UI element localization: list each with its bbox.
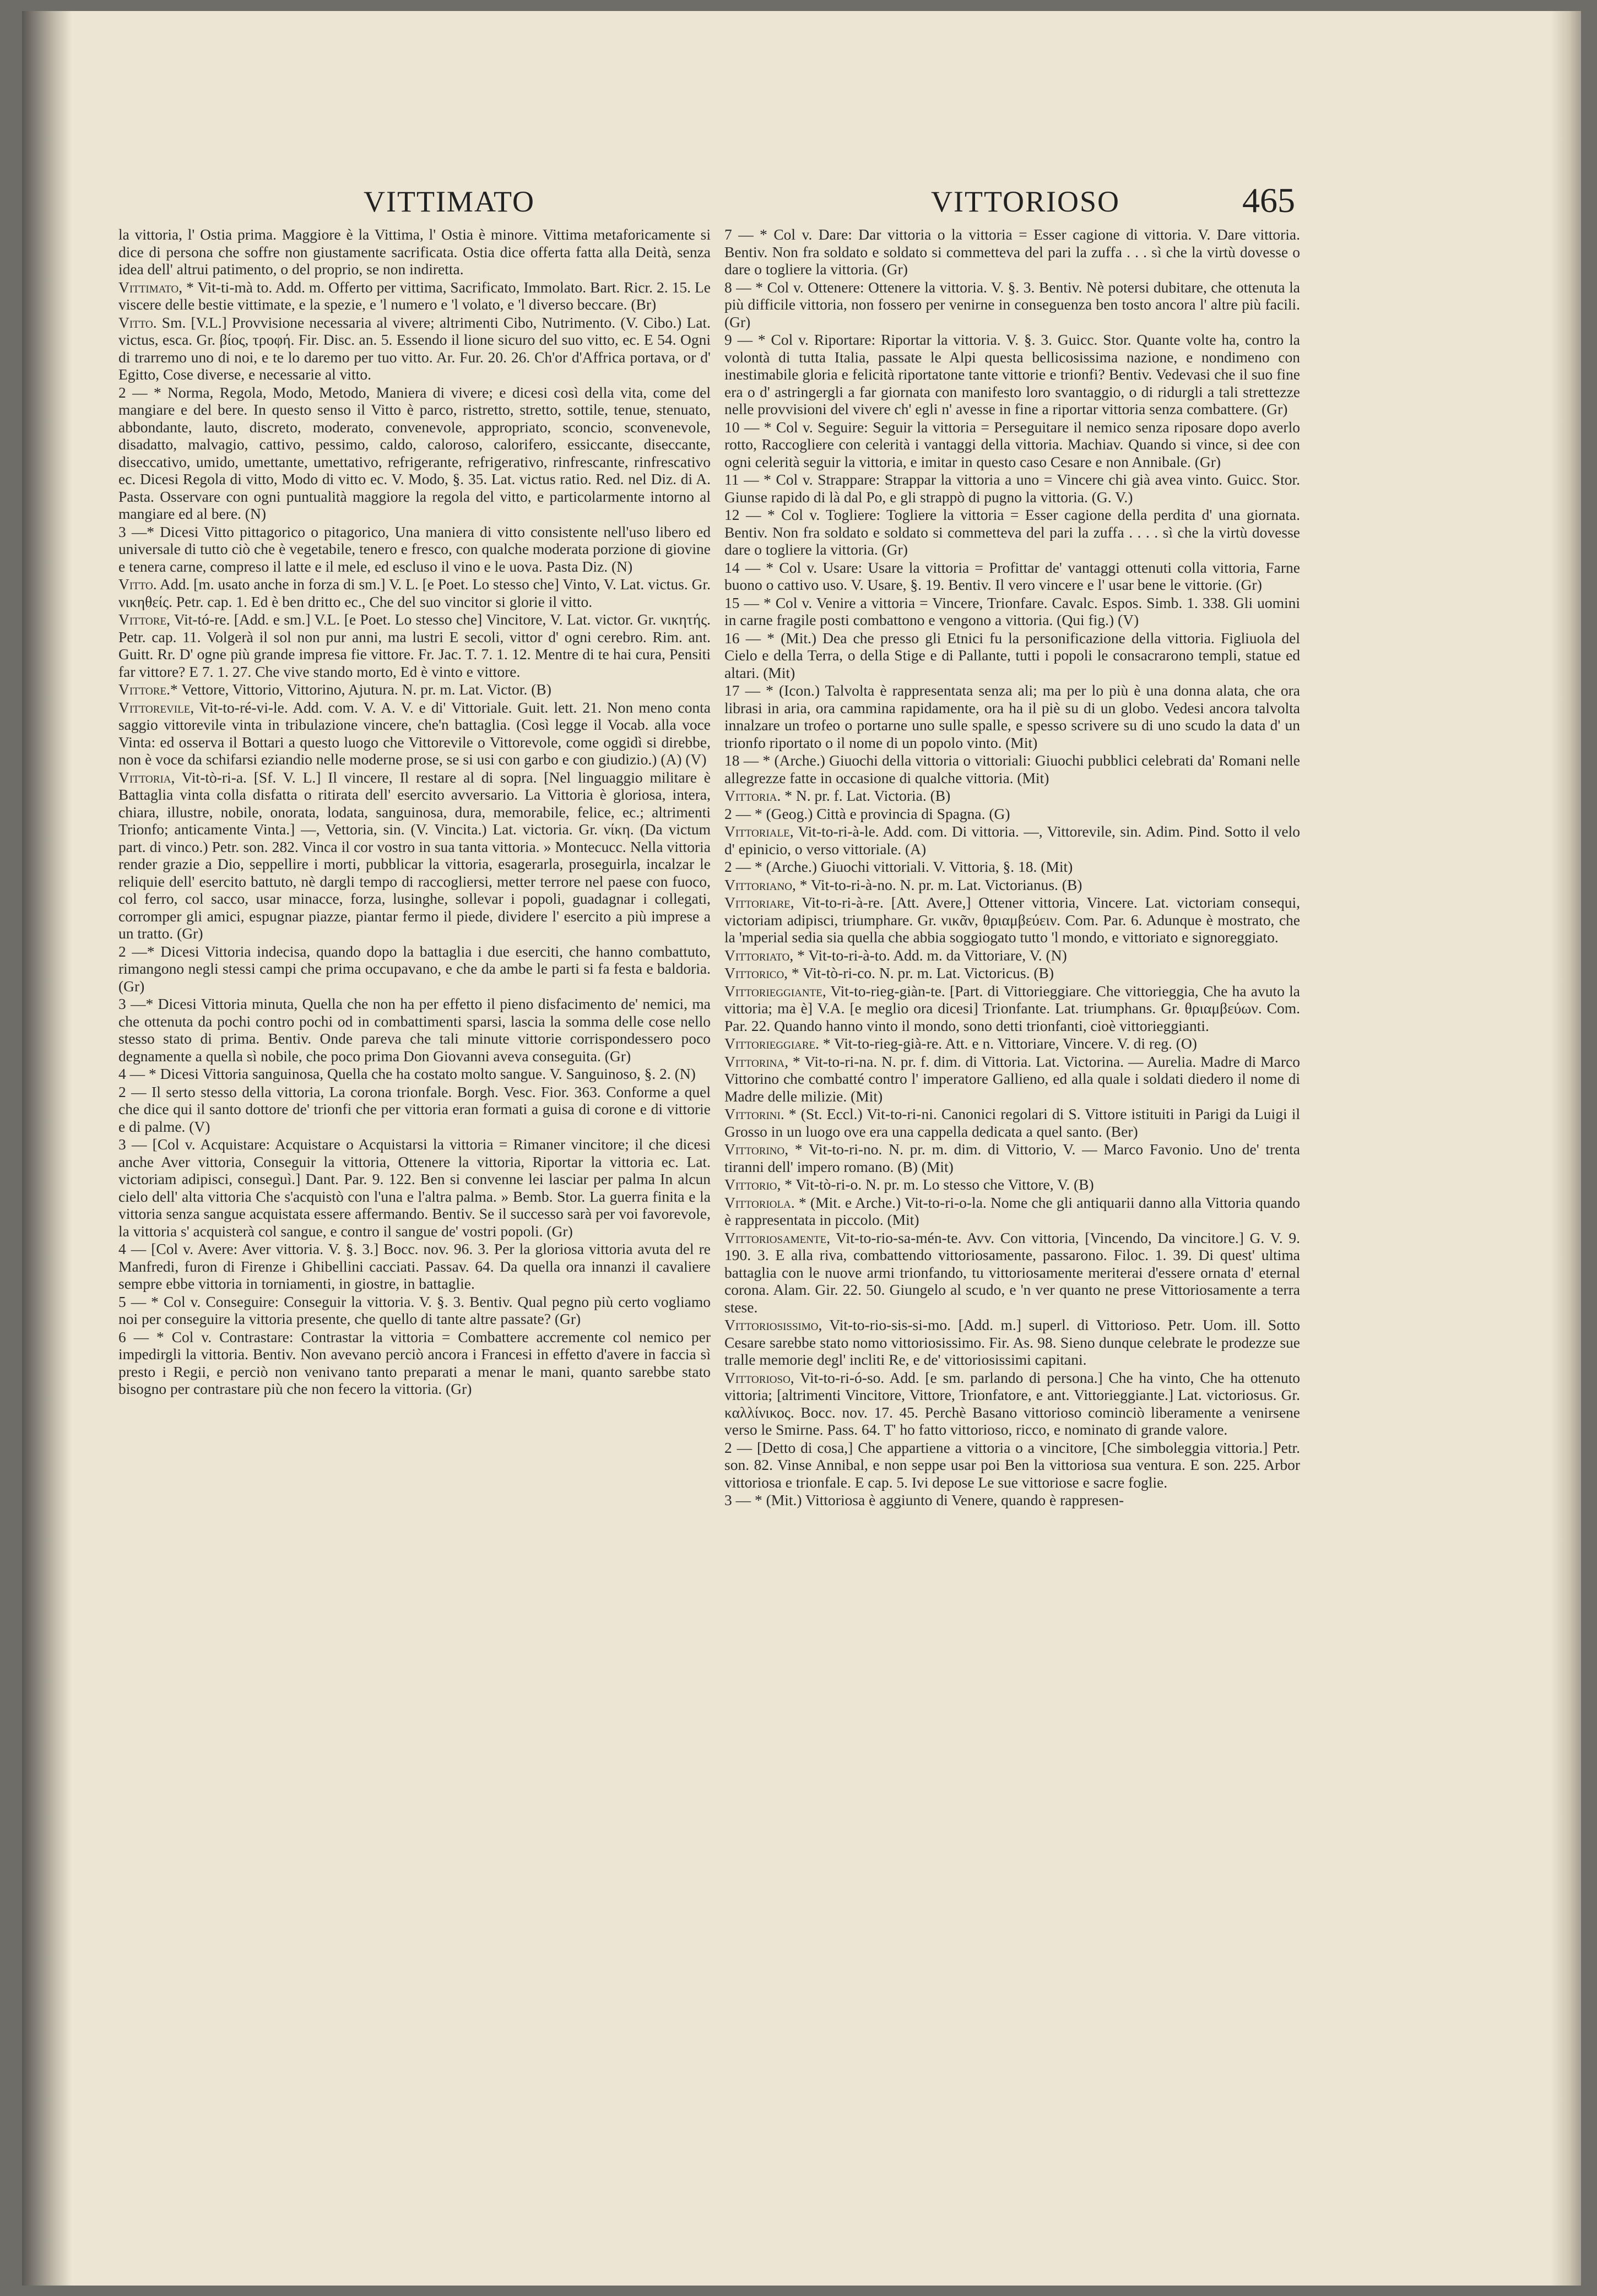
entry-text: 6 — * Col v. Contrastare: Contrastar la vittoria = Combattere accremente col nemico per impedirgli la vittoria. Bentiv. Non avevano perciò ancora i Francesi in effetto d'avere in faccia sì presto i Regii, e perciò non venivano tanto preparati a menar le mani, quanto sarebbe stato bisogno per contrastare più che non fecero la vittoria. (Gr) (118, 1328, 711, 1397)
entry-text: . * Vit-to-rieg-già-re. Att. e n. Vittoriare, Vincere. V. di reg. (O) (815, 1035, 1197, 1052)
dictionary-entry (118, 769, 711, 942)
entry-text: , * Vit-to-ri-no. N. pr. m. dim. di Vittorio, V. — Marco Favonio. Uno de' trenta tiranni dell' impero romano. (B) (Mit) (724, 1141, 1300, 1175)
entry-text: , * Vit-to-ri-à-no. N. pr. m. Lat. Victorianus. (B) (792, 876, 1082, 893)
entry-sense (118, 995, 711, 1065)
right-column (724, 226, 1300, 2264)
running-header (22, 181, 1581, 229)
entry-text: 8 — * Col v. Ottenere: Ottenere la vittoria. V. §. 3. Bentiv. Nè potersi dubitare, che ottenuta la più difficile vittoria, non fossero per venirne in conseguenza ben tosto ancora l' altre più facili. (Gr) (724, 278, 1300, 330)
dictionary-entry (724, 894, 1300, 946)
dictionary-entry (118, 681, 711, 698)
entry-text: , * Vit-to-ri-à-to. Add. m. da Vittoriare, V. (N) (789, 946, 1067, 964)
dictionary-entry (724, 1053, 1300, 1105)
headword: Vittorioso (724, 1369, 791, 1386)
dictionary-entry (118, 611, 711, 680)
entry-text: . Sm. [V.L.] Provvisione necessaria al vivere; altrimenti Cibo, Nutrimento. (V. Cibo.) Lat. victus, esca. Gr. βίος, τροφή. Fir. Disc. an. 5. Essendo il lione sicuro del suo vitto, ec. E 54. Ogni di trarremo uno di noi, e te lo daremo per tuo vitto. Ar. Fur. 20. 26. Ch'or d'Affrica portava, or d' Egitto, Cose diverse, e necessarie al vitto. (118, 313, 711, 383)
headword: Vittoriare (724, 894, 791, 911)
headword: Vittimato (118, 278, 179, 296)
entry-text: 10 — * Col v. Seguire: Seguir la vittoria = Perseguitare il nemico senza riposare dopo averlo rotto, Raccogliere con celerità i vantaggi della vittoria. Machiav. Quando si vince, si dee con ogni celerità seguir la vittoria, e imitar in questo caso Cesare e non Annibale. (Gr) (724, 418, 1300, 470)
entry-text: , * Vit-to-ri-na. N. pr. f. dim. di Vittoria. Lat. Victorina. — Aurelia. Madre di Marco Vittorino che combatté contro l' imperatore Gallieno, ed alla quale i soldati diedero il nome di Madre delle milizie. (Mit) (724, 1052, 1300, 1105)
headword: Vittorina (724, 1052, 785, 1070)
entry-text: , * Vit-tò-ri-o. N. pr. m. Lo stesso che Vittore, V. (B) (777, 1176, 1094, 1193)
dictionary-entry (724, 787, 1300, 805)
headword: Vittoriano (724, 876, 792, 893)
dictionary-entry (724, 1105, 1300, 1140)
entry-text: , * Vit-ti-mà to. Add. m. Offerto per vittima, Sacrificato, Immolato. Bart. Ricr. 2. 15. Le viscere delle bestie vittimate, e la spezie, e 'l numero e 'l volato, e 'l diverso beccare. (Br) (118, 278, 711, 313)
entry-text: 2 — [Detto di cosa,] Che appartiene a vittoria o a vincitore, [Che simboleggia vittoria.] Petr. son. 82. Vinse Annibal, e non seppe usar poi Ben la vittoriosa sua ventura. E son. 225. Arbor vittoriosa e trionfale. E cap. 5. Ivi depose Le sue vittoriose e sacre foglie. (724, 1439, 1300, 1491)
headword: Vittorio (724, 1176, 777, 1193)
entry-text: , Vit-to-ré-vi-le. Add. com. V. A. V. e di' Vittoriale. Guit. lett. 21. Non meno conta saggio vittorevile vinta in tribulazione vincere, che'n battaglia. (Così legge il Vocab. alla voce Vinta: ed osserva il Bottari a questo luogo che Vittorevile o Vittorevole, come oggidì si direbbe, non è voce da schifarsi eziandio nelle moderne prose, se si usi con garbo e con giudizio.) (A) (V) (118, 698, 711, 768)
headword: Vittore (118, 611, 167, 628)
dictionary-entry (724, 1229, 1300, 1316)
entry-text: , Vit-tó-re. [Add. e sm.] V.L. [e Poet. Lo stesso che] Vincitore, V. Lat. victor. Gr. νικητής. Petr. cap. 11. Volgerà il sol non pur anni, ma lustri E secoli, vittor d' ogni cerebro. Rim. ant. Guitt. Rr. D' ogne più grande impresa fie vittore. Fr. Jac. T. 7. 1. 12. Mentre di te hai cura, Pensiti far vittore? E 7. 1. 27. Che vive stando morto, Ed è vinto e vittore. (118, 611, 711, 680)
headword: Vittorico (724, 964, 784, 981)
entry-sense (724, 594, 1300, 629)
entry-text: 12 — * Col v. Togliere: Togliere la vittoria = Esser cagione della perdita d' una giornata. Bentiv. Non fra soldato e soldato si commetteva del pari la zuffa . . . . sì che la virtù dovesse dare o togliere la vittoria. (Gr) (724, 506, 1300, 558)
entry-text: , Vit-to-ri-à-re. [Att. Avere,] Ottener vittoria, Vincere. Lat. victoriam consequi, victoriam adipisci, triumphare. Gr. νικᾶν, θριαμβεύειν. Com. Par. 6. Adunque è mostrato, che la 'mperial sedia sia quella che abbia soggiogato tutto 'l mondo, e vittoriato e signoreggiato. (724, 894, 1300, 946)
entry-text: 4 — * Dicesi Vittoria sanguinosa, Quella che ha costato molto sangue. V. Sanguinoso, §. 2. (N) (118, 1065, 696, 1082)
entry-text: 15 — * Col v. Venire a vittoria = Vincere, Trionfare. Cavalc. Espos. Simb. 1. 338. Gli uomini in carne fragile posti combattono e vengono a vittoria. (Qui fig.) (V) (724, 594, 1300, 628)
entry-sense (724, 279, 1300, 331)
entry-text: , Vit-to-rio-sis-si-mo. [Add. m.] superl. di Vittorioso. Petr. Uom. ill. Sotto Cesare sarebbe stato nomo vittoriosissimo. Fir. As. 98. Sieno dunque celebrate le prodezze sue tralle memorie degl' incliti Re, e de' vittoriosissimi capitani. (724, 1316, 1300, 1368)
entry-text: 7 — * Col v. Dare: Dar vittoria o la vittoria = Esser cagione di vittoria. V. Dare vittoria. Bentiv. Non fra soldato e soldato si commetteva del pari la zuffa . . . sì che la virtù dovesse o dare o togliere la vittoria. (Gr) (724, 226, 1300, 278)
headword: Vittorini (724, 1105, 781, 1122)
left-column (118, 226, 711, 2264)
entry-text: 3 — * (Mit.) Vittoriosa è aggiunto di Venere, quando è rappresen- (724, 1491, 1124, 1508)
dictionary-entry (118, 699, 711, 768)
entry-text: 2 — * (Geog.) Città e provincia di Spagna. (G) (724, 805, 1010, 822)
entry-text: 9 — * Col v. Riportare: Riportar la vittoria. V. §. 3. Guicc. Stor. Quante volte ha, contro la volontà di tutta Italia, passate le Alpi questa bellicosissima nazione, e nondimeno con inestimabile gloria e felicità riportatone tante vittorie e trionfi? Bentiv. Vedevasi che il suo fine era o d' astringergli a far giornata con manifesto loro svantaggio, o di ridurgli a tali strettezze nelle provvisioni del vivere ch' egli n' avesse in fine a riportar vittoria senza combattere. (Gr) (724, 331, 1300, 417)
entry-text: . Add. [m. usato anche in forza di sm.] V. L. [e Poet. Lo stesso che] Vinto, V. Lat. victus. Gr. νικηθείς. Petr. cap. 1. Ed è ben dritto ec., Che del suo vincitor si glorie il vitto. (118, 576, 711, 610)
entry-sense (724, 1439, 1300, 1491)
entry-sense (118, 1065, 711, 1083)
entry-sense (118, 384, 711, 523)
headword: Vittoriosissimo (724, 1316, 819, 1333)
entry-text: , Vit-to-ri-à-le. Add. com. Di vittoria. —, Vittorevile, sin. Adim. Pind. Sotto il velo d' epinicio, o verso vittoriale. (A) (724, 823, 1300, 857)
entry-sense (118, 1083, 711, 1136)
entry-text: , Vit-tò-ri-a. [Sf. V. L.] Il vincere, Il restare al di sopra. [Nel linguaggio militare è Battaglia vinta colla disfatta o ritirata dell' esercito avversario. La Vittoria è gloriosa, intera, chiara, illustre, nobile, onorata, lodata, sanguinosa, dura, memorabile, felice, ec.; altrimenti Trionfo; anticamente Vinta.] —, Vettoria, sin. (V. Vincita.) Lat. victoria. Gr. νίκη. (Da victum part. di vinco.) Petr. son. 282. Vinca il cor vostro in sua tanta vittoria. » Montecucc. Nella vittoria render grazie a Dio, seppellire i morti, pubblicar la vittoria, esagerarla, proseguirla, incalzar le reliquie dell' esercito battuto, nè dargli tempo di raccogliersi, metter terrore nel paese con fuoco, col ferro, col sacco, usar minacce, forza, lusinghe, sollevar i popoli, guadagnar i collegati, corromper gli amici, espugnar piazze, piantar fermo il piede, dividere l' esercito a più imprese a un tratto. (Gr) (118, 768, 711, 942)
entry-text: , * Vit-tò-ri-co. N. pr. m. Lat. Victoricus. (B) (784, 964, 1054, 981)
dictionary-entry (118, 279, 711, 313)
entry-sense (724, 419, 1300, 471)
headword: Vittoria (724, 787, 777, 804)
header-left-guide-word: VITTIMATO (364, 185, 535, 218)
headword: Vittoriola (724, 1193, 791, 1211)
dictionary-entry (118, 314, 711, 383)
dictionary-entry (724, 983, 1300, 1035)
headword: Vittoriato (724, 946, 790, 964)
entry-text: . * (Mit. e Arche.) Vit-to-ri-o-la. Nome che gli antiquarii danno alla Vittoria quando è rappresentata in piccolo. (Mit) (724, 1193, 1300, 1228)
page-number: 465 (1242, 181, 1295, 220)
dictionary-entry (724, 1141, 1300, 1175)
entry-sense (724, 1491, 1300, 1509)
entry-text: 2 — * Norma, Regola, Modo, Metodo, Maniera di vivere; e dicesi così della vita, come del mangiare e del bere. In questo senso il Vitto è parco, ristretto, stretto, sottile, tenue, stenuato, abbondante, lauto, discreto, moderato, convenevole, appropriato, sconcio, sconvenevole, disadatto, malvagio, cattivo, pessimo, caldo, caloroso, calorifero, essiccante, diseccante, diseccativo, umido, umettante, umettativo, refrigerante, refrigerativo, rinfrescante, rinfrescativo ec. Dicesi Regola di vitto, Modo di vitto ec. V. Modo, §. 35. Lat. victus ratio. Red. nel Diz. di A. Pasta. Osservare con ogni puntualità maggiore la regola del vitto, e particolarmente intorno al mangiare ed al bere. (N) (118, 383, 711, 522)
entry-text: 11 — * Col v. Strappare: Strappar la vittoria a uno = Vincere chi già avea vinto. Guicc. Stor. Giunse rapido di là dal Po, e gli strappò di pugno la vittoria. (G. V.) (724, 471, 1300, 506)
headword: Vittore (118, 681, 167, 698)
entry-sense (724, 331, 1300, 418)
headword: Vitto (118, 313, 153, 331)
entry-text: , Vit-to-rio-sa-mén-te. Avv. Con vittoria, [Vincendo, Da vincitore.] G. V. 9. 190. 3. E alla riva, combattendo vittoriosamente, passarono. Filoc. 1. 39. Di quest' ultima battaglia con le nuove armi trionfando, tu vittoriosamente meriterai d'essere ornata d' eternal corona. Alam. Gir. 22. 50. Giungelo al scudo, e 'n ver quanto ne prese Vittoriosamente a terra stese. (724, 1229, 1300, 1316)
entry-sense (118, 1136, 711, 1240)
entry-sense (118, 1328, 711, 1398)
entry-text: 3 — [Col v. Acquistare: Acquistare o Acquistarsi la vittoria = Rimaner vincitore; il che dicesi anche Aver vittoria, Conseguir la vittoria, Ottenere la vittoria, Riportar la vittoria ec. Lat. victoriam adipisci, conseguì.] Dant. Par. 9. 122. Ben si convenne lei lasciar per palma In alcun cielo dell' alta vittoria Che s'acquistò con l'una e l'altra palma. » Bemb. Stor. La guerra finita e la vittoria senza sangue acquistata essere affermando. Bentiv. Se il successo sarà per voi favorevole, la vittoria s' acquisterà col sangue, e contro il sangue de' vostri popoli. (Gr) (118, 1136, 711, 1240)
entry-text: , Vit-to-ri-ó-so. Add. [e sm. parlando di persona.] Che ha vinto, Che ha ottenuto vittoria; [altrimenti Vincitore, Vittore, Trionfatore, e ant. Vittorieggiante.] Lat. victoriosus. Gr. καλλίνικος. Bocc. nov. 17. 45. Perchè Basano vittorioso cominciò liberamente a venirsene verso le Smirne. Pass. 64. T' ho fatto vittorioso, ricco, e nominato di grande valore. (724, 1369, 1300, 1438)
entry-text: 5 — * Col v. Conseguire: Conseguir la vittoria. V. §. 3. Bentiv. Qual pegno più certo vogliamo noi per conseguire la vittoria presente, che quello di tante altre passate? (Gr) (118, 1293, 711, 1327)
entry-text: . * (St. Eccl.) Vit-to-ri-ni. Canonici regolari di S. Vittore istituiti in Parigi da Luigi il Grosso in un luogo ove era una cappella dedicata a quel santo. (Ber) (724, 1105, 1300, 1140)
headword: Vittorieggiare (724, 1035, 816, 1052)
dictionary-entry (724, 1176, 1300, 1193)
headword: Vittorevile (118, 698, 191, 716)
entry-sense (724, 226, 1300, 278)
dictionary-entry (724, 1369, 1300, 1439)
dictionary-entry (724, 1194, 1300, 1229)
entry-sense (118, 943, 711, 995)
headword: Vitto (118, 576, 153, 593)
entry-text: . * N. pr. f. Lat. Victoria. (B) (777, 787, 951, 804)
entry-sense (724, 629, 1300, 682)
dictionary-entry (724, 964, 1300, 982)
dictionary-entry (724, 876, 1300, 894)
entry-sense (118, 1293, 711, 1328)
dictionary-entry (724, 947, 1300, 964)
entry-text: 2 — Il serto stesso della vittoria, La corona trionfale. Borgh. Vesc. Fior. 363. Conforme a quel che dice qui il santo dottore de' trionfi che per vittoria eran formati a guisa di corone e di vittorie e di palme. (V) (118, 1083, 711, 1135)
entry-text: 16 — * (Mit.) Dea che presso gli Etnici fu la personificazione della vittoria. Figliuola del Cielo e della Terra, o della Stige e di Pallante, tutti i popoli le consacrarono templi, statue ed altari. (Mit) (724, 629, 1300, 681)
dictionary-entry (724, 1316, 1300, 1369)
entry-text: , Vit-to-rieg-giàn-te. [Part. di Vittorieggiare. Che vittorieggia, Che ha avuto la vittoria; ma è] V.A. [e meglio ora dicesi] Trionfante. Lat. triumphans. Gr. θριαμβεύων. Com. Par. 22. Quando hanno vinto il mondo, sono detti trionfanti, cioè vittorieggianti. (724, 982, 1300, 1034)
entry-text: 2 —* Dicesi Vittoria indecisa, quando dopo la battaglia i due eserciti, che hanno combattuto, rimangono negli stessi campi che prima occupavano, e che da ambe le parti si fa festa e baldoria. (Gr) (118, 942, 711, 995)
entry-text: 18 — * (Arche.) Giuochi della vittoria o vittoriali: Giuochi pubblici celebrati da' Romani nelle allegrezze fatte in occasione di qualche vittoria. (Mit) (724, 752, 1300, 786)
entry-sense (724, 559, 1300, 594)
entry-sense (118, 1240, 711, 1293)
entry-sense (724, 805, 1300, 823)
headword: Vittoriale (724, 823, 790, 840)
entry-sense (724, 858, 1300, 876)
dictionary-entry (724, 823, 1300, 857)
entry-text: 3 —* Dicesi Vitto pittagorico o pitagorico, Una maniera di vitto consistente nell'uso libero ed universale di tutto ciò che è vegetabile, tenero e fresco, con qualche moderata porzione di giovine e tenera carne, compreso il latte e il mele, ed escluso il vino e le uova. Pasta Diz. (N) (118, 523, 711, 575)
entry-sense (724, 471, 1300, 506)
entry-text: 3 —* Dicesi Vittoria minuta, Quella che non ha per effetto il pieno disfacimento de' nemici, ma che ottenuta da pochi contro pochi od in combattimenti sparsi, lascia la somma delle cose nello stesso stato di prima. Bentiv. Onde pareva che tali minute vittorie corrispondessero poco degnamente a quella sì nobile, che poco prima Don Giovanni aveva conseguita. (Gr) (118, 995, 711, 1065)
entry-text: 17 — * (Icon.) Talvolta è rappresentata senza ali; ma per lo più è una donna alata, che ora librasi in aria, ora cammina rapidamente, ora ha il piè su di un globo. Vedesi ancora talvolta innalzare un trofeo o portarne uno sulle spalle, e spesso scrivere su di uno scudo la data d' un trionfo riportato o il nome di un popolo vinto. (Mit) (724, 682, 1300, 751)
entry-text: 2 — * (Arche.) Giuochi vittoriali. V. Vittoria, §. 18. (Mit) (724, 858, 1073, 875)
entry-sense (724, 506, 1300, 558)
entry-text: 14 — * Col v. Usare: Usare la vittoria = Profittar de' vantaggi ottenuti colla vittoria, Farne buono o cattivo uso. V. Usare, §. 19. Bentiv. Il vero vincere e l' usar bene le vittorie. (Gr) (724, 558, 1300, 593)
headword: Vittoriosamente (724, 1229, 827, 1246)
entry-sense (724, 682, 1300, 751)
dictionary-entry (724, 1035, 1300, 1052)
header-right-guide-word: VITTORIOSO (931, 185, 1120, 218)
entry-sense (118, 226, 711, 278)
page-edge (1551, 11, 1581, 2286)
entry-text: .* Vettore, Vittorio, Vittorino, Ajutura. N. pr. m. Lat. Victor. (B) (166, 681, 551, 698)
entry-text: la vittoria, l' Ostia prima. Maggiore è la Vittima, l' Ostia è minore. Vittima metaforicamente si dice di persona che soffre non giustamente sacrificata. Ostia dice offerta fatta alla Deità, senza idea dell' altrui patimento, o del proprio, se non indiretta. (118, 226, 711, 278)
entry-text: 4 — [Col v. Avere: Aver vittoria. V. §. 3.] Bocc. nov. 96. 3. Per la gloriosa vittoria avuta del re Manfredi, furon di Firenze i Ghibellini cacciati. Passav. 64. Da quella ora innanzi il cavaliere sempre ebbe vittoria in torniamenti, in giostre, in battaglie. (118, 1240, 711, 1292)
binding-gutter (22, 11, 72, 2286)
headword: Vittorino (724, 1141, 785, 1158)
entry-sense (118, 523, 711, 576)
dictionary-entry (118, 576, 711, 610)
headword: Vittorieggiante (724, 982, 822, 1000)
headword: Vittoria (118, 768, 171, 786)
entry-sense (724, 752, 1300, 786)
book-page (22, 11, 1581, 2286)
